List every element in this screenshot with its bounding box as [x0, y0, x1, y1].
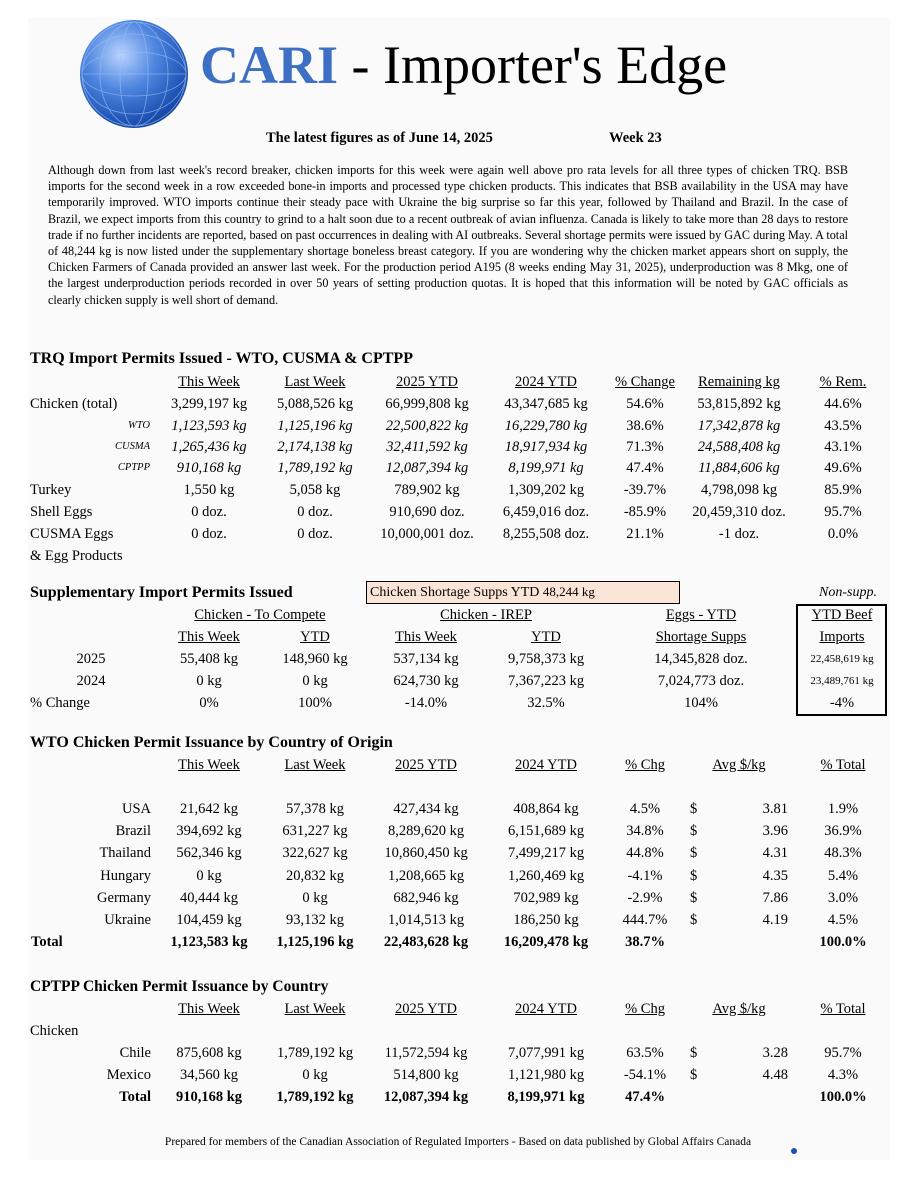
cptpp-total-cell: 1,789,192 kg: [276, 1089, 354, 1105]
cptpp-total-cell: 12,087,394 kg: [383, 1089, 469, 1105]
beef-header-2: Imports: [819, 629, 865, 645]
trq-cell: 66,999,808 kg: [385, 396, 469, 412]
wto-pct-total: 5.4%: [827, 868, 859, 884]
cptpp-header: % Chg: [625, 1001, 665, 1017]
wto-header: % Chg: [625, 757, 665, 773]
supp-cell: 104%: [684, 695, 718, 711]
footer-note: Prepared for members of the Canadian Association of Regulated Importers - Based on data published by Global Affairs Canada: [164, 1136, 752, 1148]
cptpp-pct-total: 4.3%: [827, 1067, 859, 1083]
wto-total-cell: 16,209,478 kg: [503, 934, 589, 950]
supp-cell: 32.5%: [527, 695, 565, 711]
trq-cell: 21.1%: [626, 526, 664, 542]
supp-cell: 0 kg: [196, 673, 222, 689]
trq-cell: 10,000,001 doz.: [380, 526, 474, 542]
trq-cell: 910,690 doz.: [389, 504, 465, 520]
trq-cell: -85.9%: [623, 504, 667, 520]
supp-cell: 9,758,373 kg: [507, 651, 585, 667]
supp-header: Shortage Supps: [655, 629, 747, 645]
wto-avg-price: 3.81: [762, 801, 788, 817]
brand-name: CARI: [200, 35, 339, 95]
trq-cell: 1,309,202 kg: [507, 482, 585, 498]
wto-cell: 186,250 kg: [513, 912, 579, 928]
supp-section-title: Supplementary Import Permits Issued: [30, 584, 293, 601]
supp-cell: 537,134 kg: [393, 651, 459, 667]
trq-cell: -1 doz.: [718, 526, 760, 542]
dollar-sign: $: [690, 1067, 698, 1083]
wto-total-cell: 38.7%: [625, 934, 665, 950]
supp-cell: 100%: [298, 695, 332, 711]
wto-header: % Total: [820, 757, 866, 773]
wto-country-label: USA: [121, 801, 151, 817]
cptpp-total-label: Total: [119, 1089, 151, 1105]
trq-row-label: CPTPP: [117, 462, 150, 473]
wto-cell: 34.8%: [626, 823, 664, 839]
beef-cell: -4%: [829, 695, 855, 711]
trq-cell: 910,168 kg: [176, 460, 242, 476]
trq-cell: 17,342,878 kg: [697, 418, 781, 434]
wto-cell: 44.8%: [626, 845, 664, 861]
cptpp-cell: 63.5%: [626, 1045, 664, 1061]
cptpp-cell: 7,077,991 kg: [507, 1045, 585, 1061]
cptpp-cell: 11,572,594 kg: [384, 1045, 468, 1061]
wto-pct-total: 4.5%: [827, 912, 859, 928]
supp-cell: 148,960 kg: [282, 651, 348, 667]
wto-cell: 7,499,217 kg: [507, 845, 585, 861]
wto-country-label: Hungary: [100, 868, 151, 884]
supp-header: YTD: [300, 629, 330, 645]
wto-cell: 0 kg: [196, 868, 222, 884]
trq-cell: 24,588,408 kg: [697, 439, 781, 455]
wto-total-cell: 1,123,583 kg: [170, 934, 248, 950]
trq-cell: 5,088,526 kg: [276, 396, 354, 412]
beef-cell: 22,458,619 kg: [810, 653, 874, 665]
trq-cell: 43.5%: [824, 418, 862, 434]
title-text: - Importer's Edge: [338, 35, 728, 95]
cptpp-section-label: Chicken: [30, 1023, 79, 1039]
cptpp-cell: 1,789,192 kg: [276, 1045, 354, 1061]
trq-cell: 43,347,685 kg: [504, 396, 588, 412]
non-supp-label: Non-supp.: [819, 585, 877, 600]
trq-cell: 4,798,098 kg: [700, 482, 778, 498]
wto-cell: 104,459 kg: [176, 912, 242, 928]
wto-cell: 1,014,513 kg: [387, 912, 465, 928]
trq-header: Remaining kg: [698, 374, 780, 390]
wto-country-label: Germany: [97, 890, 151, 906]
wto-pct-total: 3.0%: [827, 890, 859, 906]
trq-cell: 3,299,197 kg: [170, 396, 248, 412]
trq-cell: 0.0%: [827, 526, 859, 542]
supp-group-header: Chicken - To Compete: [194, 607, 326, 623]
cptpp-total-cell: 47.4%: [625, 1089, 665, 1105]
trq-header: Last Week: [284, 374, 346, 390]
wto-header: 2024 YTD: [515, 757, 577, 773]
cptpp-avg-price: 4.48: [762, 1067, 788, 1083]
wto-cell: 57,378 kg: [286, 801, 344, 817]
cptpp-country-label: Mexico: [106, 1067, 151, 1083]
trq-row-label: CUSMA: [115, 441, 150, 452]
supp-cell: 0%: [199, 695, 219, 711]
wto-cell: 408,864 kg: [513, 801, 579, 817]
wto-avg-price: 4.31: [762, 845, 788, 861]
wto-cell: 6,151,689 kg: [507, 823, 585, 839]
trq-row-label-cont: & Egg Products: [30, 548, 123, 564]
wto-total-label: Total: [31, 934, 63, 950]
trq-cell: 22,500,822 kg: [385, 418, 469, 434]
wto-cell: 444.7%: [622, 912, 668, 928]
trq-cell: 8,199,971 kg: [508, 460, 584, 476]
wto-header: This Week: [178, 757, 240, 773]
wto-cell: 322,627 kg: [282, 845, 348, 861]
trq-cell: 12,087,394 kg: [385, 460, 469, 476]
cptpp-header: 2025 YTD: [395, 1001, 457, 1017]
trq-cell: 6,459,016 doz.: [502, 504, 590, 520]
beef-cell: 23,489,761 kg: [810, 675, 874, 687]
intro-paragraph: Although down from last week's record breaker, chicken imports for this week were again well above pro rata levels for all three types of chicken TRQ. BSB imports for the second week in a row exceeded bone-in imports and processed type chicken products. This indicates that BSB availability in the USA may have temporarily improved. WTO imports continue their steady pace with Ukraine the big surprise so far this year, followed by Thailand and Brazil. In the case of Brazil, we expect imports from this country to grind to a halt soon due to a recent outbreak of avian influenza. Canada is likely to take more than 28 days to restore trade if no further incidents are reported, based on past occurrences in dealing with AI outbreaks. Several shortage permits were issued by GAC during May. A total of 48,244 kg is now listed under the supplementary shortage boneless breast category. If you are wondering why the chicken market appears short on supply, the Chicken Farmers of Canada provided an answer last week. For the production period A195 (8 weeks ending May 31, 2025), underproduction was 8 Mkg, one of the largest underproduction periods recorded in over 50 years of setting production quotas. It is hoped that this information will be noted by GAC officials as clearly chicken supply is well short of demand.: [48, 163, 848, 307]
trq-row-label: CUSMA Eggs: [30, 526, 114, 542]
supp-header: This Week: [178, 629, 240, 645]
wto-cell: 1,208,665 kg: [387, 868, 465, 884]
trq-cell: 1,125,196 kg: [277, 418, 353, 434]
wto-cell: 93,132 kg: [286, 912, 344, 928]
dollar-sign: $: [690, 823, 698, 839]
trq-cell: 5,058 kg: [289, 482, 341, 498]
wto-cell: 1,260,469 kg: [507, 868, 585, 884]
supp-cell: 55,408 kg: [180, 651, 238, 667]
week-label: Week 23: [609, 130, 662, 146]
supp-cell: -14.0%: [404, 695, 448, 711]
wto-country-label: Thailand: [99, 845, 151, 861]
trq-cell: 1,789,192 kg: [277, 460, 353, 476]
wto-cell: -2.9%: [627, 890, 663, 906]
wto-cell: 20,832 kg: [286, 868, 344, 884]
cptpp-header: This Week: [178, 1001, 240, 1017]
cptpp-cell: 0 kg: [302, 1067, 328, 1083]
wto-country-label: Ukraine: [104, 912, 151, 928]
dollar-sign: $: [690, 890, 698, 906]
page-title: [200, 35, 728, 95]
globe-logo-icon: [80, 20, 188, 128]
cptpp-avg-price: 3.28: [762, 1045, 788, 1061]
wto-pct-total: 1.9%: [827, 801, 859, 817]
supp-row-label: 2025: [76, 651, 106, 667]
trq-cell: 11,884,606 kg: [698, 460, 780, 476]
wto-cell: 394,692 kg: [176, 823, 242, 839]
wto-pct-total: 36.9%: [824, 823, 862, 839]
cptpp-cell: 1,121,980 kg: [507, 1067, 585, 1083]
wto-cell: 682,946 kg: [393, 890, 459, 906]
wto-cell: -4.1%: [627, 868, 663, 884]
wto-cell: 702,989 kg: [513, 890, 579, 906]
trq-cell: 789,902 kg: [394, 482, 460, 498]
trq-row-label: Turkey: [30, 482, 72, 498]
wto-header: Last Week: [284, 757, 346, 773]
wto-cell: 0 kg: [302, 890, 328, 906]
supp-cell: 7,024,773 doz.: [657, 673, 745, 689]
trq-section-title: TRQ Import Permits Issued - WTO, CUSMA & CPTPP: [30, 350, 413, 367]
trq-cell: 32,411,592 kg: [386, 439, 468, 455]
trq-header: % Rem.: [819, 374, 867, 390]
wto-total-cell: 1,125,196 kg: [276, 934, 354, 950]
cptpp-cell: 875,608 kg: [176, 1045, 242, 1061]
dollar-sign: $: [690, 1045, 698, 1061]
trq-cell: 0 doz.: [191, 526, 227, 542]
cptpp-total-cell: 910,168 kg: [175, 1089, 243, 1105]
trq-cell: 0 doz.: [191, 504, 227, 520]
supp-cell: 0 kg: [302, 673, 328, 689]
shortage-supps-box: [366, 581, 680, 604]
trq-cell: 38.6%: [626, 418, 664, 434]
beef-header-1: YTD Beef: [811, 607, 873, 623]
wto-total-pct: 100.0%: [819, 934, 867, 950]
cptpp-country-label: Chile: [119, 1045, 151, 1061]
supp-cell: 7,367,223 kg: [507, 673, 585, 689]
supp-row-label: 2024: [76, 673, 106, 689]
trq-cell: 18,917,934 kg: [504, 439, 588, 455]
trq-cell: 49.6%: [824, 460, 862, 476]
wto-avg-price: 4.35: [762, 868, 788, 884]
wto-cell: 10,860,450 kg: [384, 845, 468, 861]
shortage-label: Chicken Shortage Supps YTD: [370, 585, 540, 600]
trq-row-label: Shell Eggs: [30, 504, 93, 520]
wto-avg-price: 7.86: [762, 890, 788, 906]
supp-group-header: Chicken - IREP: [440, 607, 532, 623]
cptpp-cell: -54.1%: [623, 1067, 667, 1083]
dollar-sign: $: [690, 912, 698, 928]
wto-header: Avg $/kg: [712, 757, 766, 773]
shortage-value: 48,244 kg: [542, 584, 595, 599]
trq-row-label: WTO: [128, 420, 150, 431]
dollar-sign: $: [690, 845, 698, 861]
trq-header: 2024 YTD: [515, 374, 577, 390]
trq-cell: 0 doz.: [297, 526, 333, 542]
trq-cell: 8,255,508 doz.: [502, 526, 590, 542]
trq-cell: 1,123,593 kg: [171, 418, 247, 434]
wto-section-title: WTO Chicken Permit Issuance by Country of Origin: [30, 734, 393, 751]
trq-cell: 47.4%: [626, 460, 664, 476]
wto-total-cell: 22,483,628 kg: [383, 934, 469, 950]
cptpp-header: 2024 YTD: [515, 1001, 577, 1017]
cptpp-section-title: CPTPP Chicken Permit Issuance by Country: [30, 978, 329, 995]
trq-cell: 0 doz.: [297, 504, 333, 520]
wto-header: 2025 YTD: [395, 757, 457, 773]
cptpp-cell: 514,800 kg: [393, 1067, 459, 1083]
supp-header: YTD: [531, 629, 561, 645]
trq-cell: 53,815,892 kg: [697, 396, 781, 412]
cptpp-header: Avg $/kg: [712, 1001, 766, 1017]
trq-cell: -39.7%: [623, 482, 667, 498]
wto-cell: 21,642 kg: [180, 801, 238, 817]
wto-pct-total: 48.3%: [824, 845, 862, 861]
trq-cell: 71.3%: [626, 439, 664, 455]
wto-cell: 562,346 kg: [176, 845, 242, 861]
trq-header: This Week: [178, 374, 240, 390]
supp-cell: 624,730 kg: [393, 673, 459, 689]
blue-dot-mark: [791, 1148, 797, 1154]
wto-avg-price: 4.19: [762, 912, 788, 928]
supp-row-label: % Change: [30, 695, 90, 711]
trq-cell: 20,459,310 doz.: [692, 504, 786, 520]
trq-row-label: Chicken (total): [30, 396, 118, 412]
trq-cell: 43.1%: [824, 439, 862, 455]
wto-cell: 427,434 kg: [393, 801, 459, 817]
trq-cell: 54.6%: [626, 396, 664, 412]
cptpp-pct-total: 95.7%: [824, 1045, 862, 1061]
trq-header: 2025 YTD: [396, 374, 458, 390]
trq-cell: 1,550 kg: [183, 482, 235, 498]
wto-avg-price: 3.96: [762, 823, 788, 839]
trq-header: % Change: [615, 374, 675, 390]
dollar-sign: $: [690, 868, 698, 884]
wto-cell: 631,227 kg: [282, 823, 348, 839]
wto-cell: 8,289,620 kg: [387, 823, 465, 839]
trq-cell: 95.7%: [824, 504, 862, 520]
wto-cell: 4.5%: [629, 801, 661, 817]
supp-group-header: Eggs - YTD: [665, 607, 737, 623]
wto-cell: 40,444 kg: [180, 890, 238, 906]
cptpp-total-pct: 100.0%: [819, 1089, 867, 1105]
trq-cell: 2,174,138 kg: [277, 439, 353, 455]
wto-country-label: Brazil: [115, 823, 151, 839]
cptpp-cell: 34,560 kg: [180, 1067, 238, 1083]
cptpp-header: % Total: [820, 1001, 866, 1017]
trq-cell: 16,229,780 kg: [504, 418, 588, 434]
trq-cell: 85.9%: [824, 482, 862, 498]
dollar-sign: $: [690, 801, 698, 817]
cptpp-header: Last Week: [284, 1001, 346, 1017]
date-line: The latest figures as of June 14, 2025: [266, 130, 493, 146]
supp-header: This Week: [395, 629, 457, 645]
trq-cell: 44.6%: [824, 396, 862, 412]
supp-cell: 14,345,828 doz.: [654, 651, 748, 667]
trq-cell: 1,265,436 kg: [171, 439, 247, 455]
cptpp-total-cell: 8,199,971 kg: [507, 1089, 585, 1105]
